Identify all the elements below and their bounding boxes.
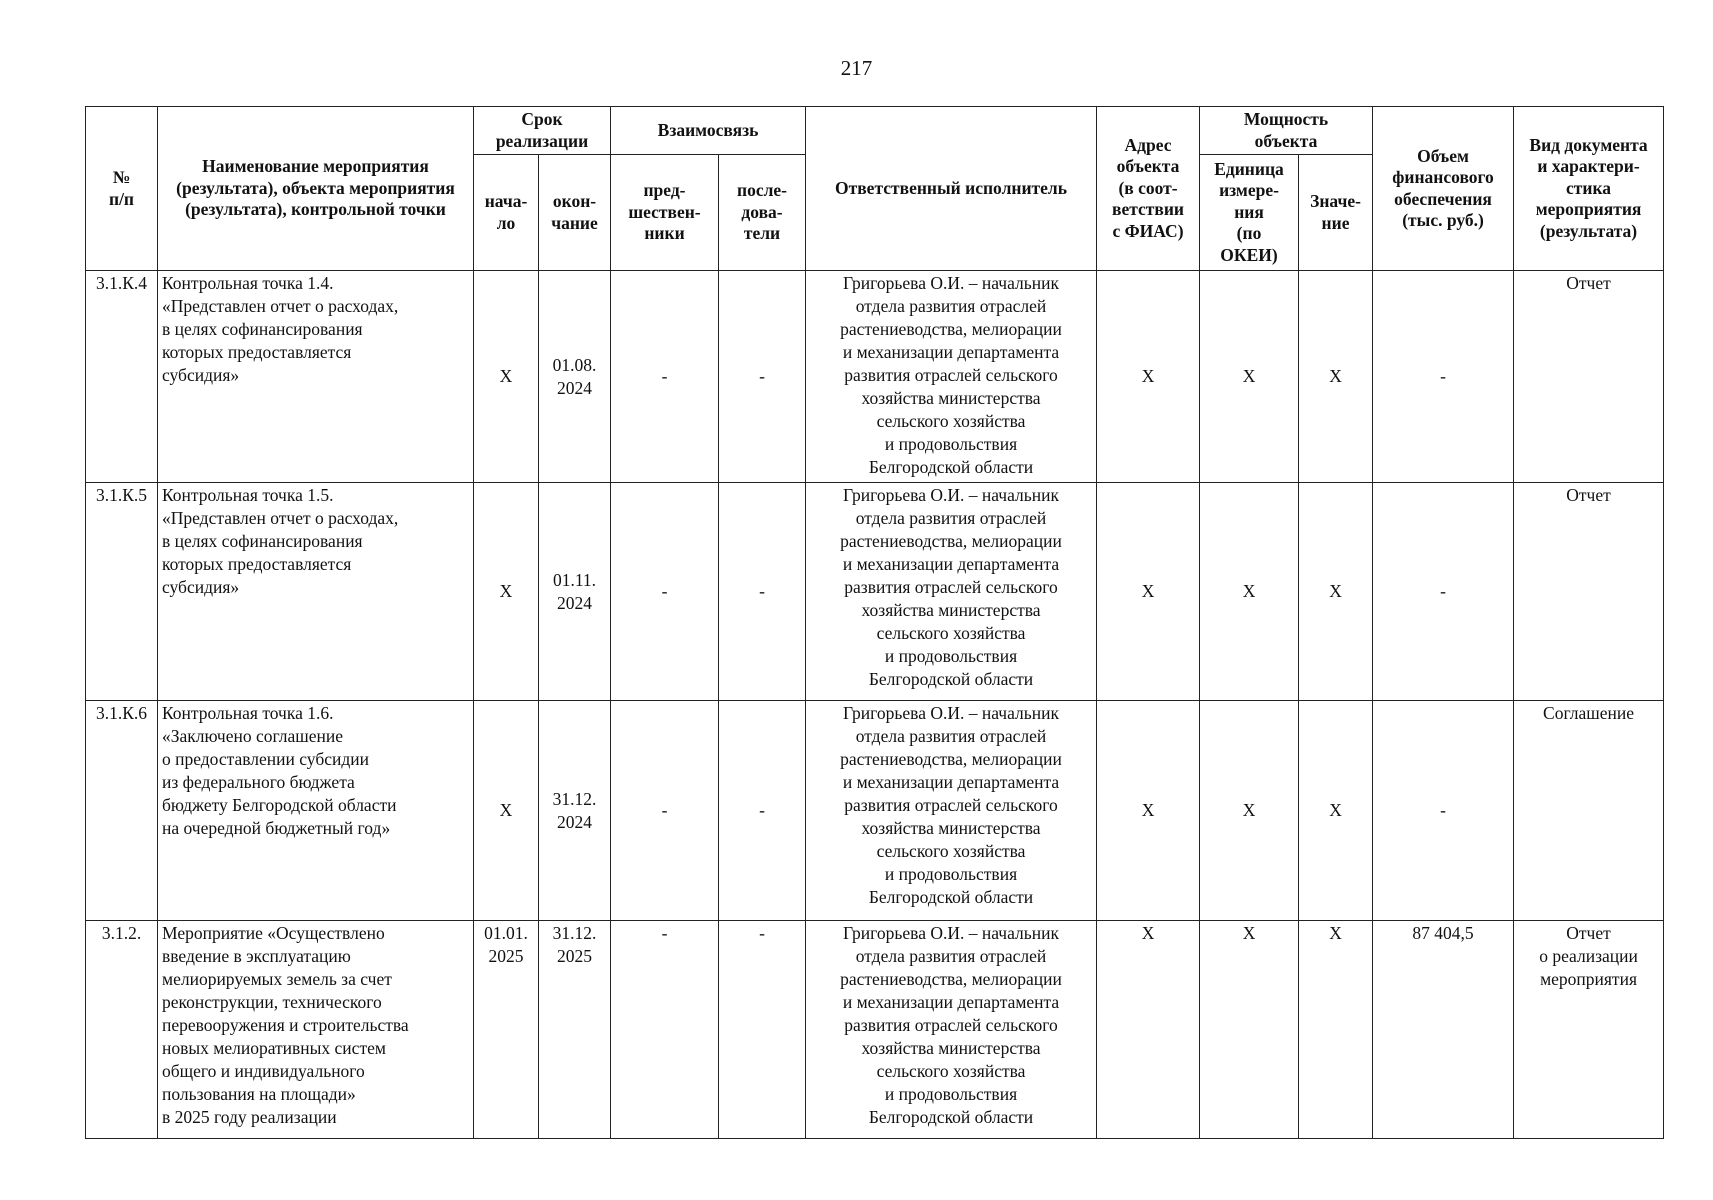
- header-relation: Взаимосвязь: [611, 107, 806, 155]
- cell-end: 31.12. 2024: [539, 701, 611, 921]
- cell-start: X: [474, 701, 539, 921]
- cell-next: -: [719, 701, 806, 921]
- cell-address: X: [1097, 271, 1200, 483]
- page-number: 217: [840, 56, 873, 80]
- cell-responsible: Григорьева О.И. – начальник отдела развития отраслей растениеводства, мелиорации и механизации департамента развития отраслей сельского хозяйства министерства сельского хозяйства и продовольствия Белгородской области: [806, 701, 1097, 921]
- header-responsible: Ответственный исполнитель: [806, 107, 1097, 271]
- cell-value: X: [1299, 701, 1373, 921]
- cell-address: X: [1097, 701, 1200, 921]
- cell-finance: -: [1373, 483, 1514, 701]
- header-relation-prev: пред- шествен- ники: [611, 155, 719, 271]
- cell-doc: Отчет: [1514, 483, 1664, 701]
- cell-responsible: Григорьева О.И. – начальник отдела развития отраслей растениеводства, мелиорации и механизации департамента развития отраслей сельского хозяйства министерства сельского хозяйства и продовольствия Белгородской области: [806, 921, 1097, 1139]
- header-term-start: нача- ло: [474, 155, 539, 271]
- header-relation-next: после- дова- тели: [719, 155, 806, 271]
- measures-table: [85, 106, 1664, 1139]
- cell-end: 01.08. 2024: [539, 271, 611, 483]
- cell-doc: Соглашение: [1514, 701, 1664, 921]
- table-row: [86, 921, 1664, 1139]
- header-row-1: [86, 107, 1664, 155]
- header-doc-type: Вид документа и характери- стика мероприятия (результата): [1514, 107, 1664, 271]
- cell-value: X: [1299, 483, 1373, 701]
- table-row: [86, 271, 1664, 483]
- table-row: [86, 483, 1664, 701]
- header-capacity-value: Значе- ние: [1299, 155, 1373, 271]
- cell-num: 3.1.К.5: [86, 483, 158, 701]
- cell-name: Контрольная точка 1.4. «Представлен отчет о расходах, в целях софинансирования которых предоставляется субсидия»: [158, 271, 474, 483]
- cell-unit: X: [1200, 271, 1299, 483]
- cell-finance: -: [1373, 271, 1514, 483]
- cell-name: Контрольная точка 1.5. «Представлен отчет о расходах, в целях софинансирования которых предоставляется субсидия»: [158, 483, 474, 701]
- header-term-end: окон- чание: [539, 155, 611, 271]
- cell-next: -: [719, 483, 806, 701]
- cell-prev: -: [611, 271, 719, 483]
- cell-num: 3.1.К.6: [86, 701, 158, 921]
- cell-num: 3.1.К.4: [86, 271, 158, 483]
- cell-prev: -: [611, 921, 719, 1139]
- cell-doc: Отчет о реализации мероприятия: [1514, 921, 1664, 1139]
- header-finance: Объем финансового обеспечения (тыс. руб.): [1373, 107, 1514, 271]
- cell-prev: -: [611, 701, 719, 921]
- cell-prev: -: [611, 483, 719, 701]
- header-address: Адрес объекта (в соот- ветствии с ФИАС): [1097, 107, 1200, 271]
- cell-responsible: Григорьева О.И. – начальник отдела развития отраслей растениеводства, мелиорации и механизации департамента развития отраслей сельского хозяйства министерства сельского хозяйства и продовольствия Белгородской области: [806, 483, 1097, 701]
- header-name: Наименование мероприятия (результата), объекта мероприятия (результата), контрольной точки: [158, 107, 474, 271]
- header-capacity-unit: Единица измере- ния (по ОКЕИ): [1200, 155, 1299, 271]
- cell-unit: X: [1200, 921, 1299, 1139]
- cell-doc: Отчет: [1514, 271, 1664, 483]
- cell-responsible: Григорьева О.И. – начальник отдела развития отраслей растениеводства, мелиорации и механизации департамента развития отраслей сельского хозяйства министерства сельского хозяйства и продовольствия Белгородской области: [806, 271, 1097, 483]
- cell-address: X: [1097, 921, 1200, 1139]
- cell-unit: X: [1200, 701, 1299, 921]
- table-row: [86, 701, 1664, 921]
- cell-address: X: [1097, 483, 1200, 701]
- cell-next: -: [719, 921, 806, 1139]
- cell-start: X: [474, 271, 539, 483]
- cell-start: 01.01. 2025: [474, 921, 539, 1139]
- cell-start: X: [474, 483, 539, 701]
- header-term: Срок реализации: [474, 107, 611, 155]
- cell-num: 3.1.2.: [86, 921, 158, 1139]
- cell-end: 01.11. 2024: [539, 483, 611, 701]
- cell-unit: X: [1200, 483, 1299, 701]
- cell-end: 31.12. 2025: [539, 921, 611, 1139]
- cell-finance: -: [1373, 701, 1514, 921]
- cell-value: X: [1299, 271, 1373, 483]
- header-capacity: Мощность объекта: [1200, 107, 1373, 155]
- cell-name: Контрольная точка 1.6. «Заключено соглашение о предоставлении субсидии из федерального бюджета бюджету Белгородской области на очередной бюджетный год»: [158, 701, 474, 921]
- cell-value: X: [1299, 921, 1373, 1139]
- cell-name: Мероприятие «Осуществлено введение в эксплуатацию мелиорируемых земель за счет реконструкции, технического перевооружения и строительства новых мелиоративных систем общего и индивидуального пользования на площади» в 2025 году реализации: [158, 921, 474, 1139]
- header-num: № п/п: [86, 107, 158, 271]
- cell-next: -: [719, 271, 806, 483]
- cell-finance: 87 404,5: [1373, 921, 1514, 1139]
